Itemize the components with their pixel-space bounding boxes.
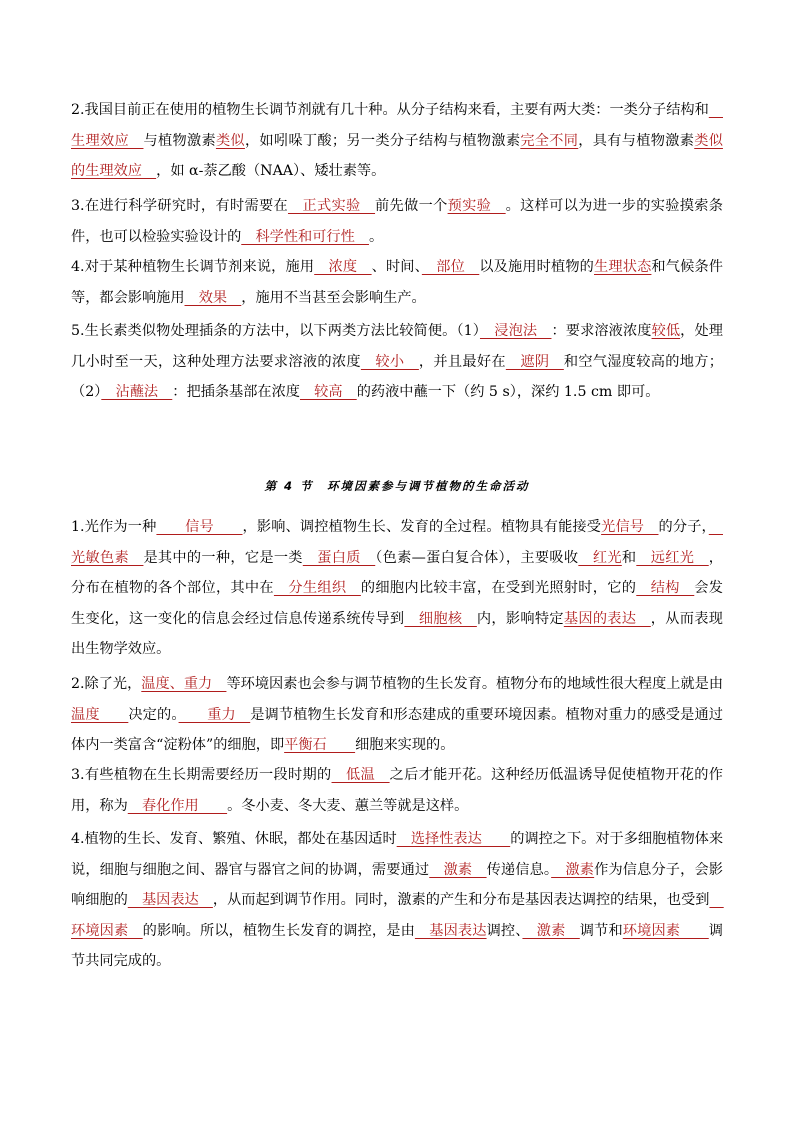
answer-blank: 温度、重力: [141, 676, 227, 692]
answer-blank: 完全不同: [520, 132, 579, 149]
text-run: 与植物激素: [143, 132, 216, 149]
answer-blank: 红光: [578, 549, 622, 566]
answer-blank: 激素: [551, 861, 595, 878]
text-run: ，施用不当甚至会影响生产。: [241, 289, 426, 306]
text-run: 和气候条件等，都会影响施用: [71, 259, 723, 306]
text-run: ，并且最好在: [418, 353, 506, 370]
answer-blank: 生理效应: [71, 102, 723, 149]
text-run: 的影响。所以，植物生长发育的调控，是由: [142, 922, 415, 939]
text-run: 等环境因素也会参与调节植物的生长发育。植物分布的地域性很大程度上就是由: [226, 676, 724, 692]
answer-blank: 结构: [636, 580, 695, 596]
text-run: ，从而表现出生物学效应。: [71, 610, 723, 657]
answer-blank: 浓度: [314, 259, 372, 275]
text-run: 调控、: [486, 922, 523, 939]
text-run: 2.除了光，: [71, 676, 142, 692]
paragraph-application-factors: [71, 252, 723, 313]
text-run: 3.有些植物在生长期需要经历一段时期的: [71, 767, 332, 783]
answer-blank: 较小: [360, 353, 419, 370]
text-run: 2.我国目前正在使用的植物生长调节剂就有几十种。从分子结构来看，主要有两大类：一类分子结构和: [71, 102, 709, 118]
paragraph-preliminary-experiment: [71, 191, 723, 252]
text-run: ：要求溶液浓度: [551, 323, 652, 339]
answer-blank: 类似的生理效应: [71, 132, 723, 179]
text-run: 以及施用时植物的: [479, 259, 595, 275]
text-run: ，具有与植物激素: [578, 132, 695, 149]
answer-blank: 远红光: [636, 549, 709, 566]
answer-blank: 沾蘸法: [101, 384, 173, 400]
answer-blank: 基因表达: [127, 892, 213, 908]
text-run: 4.对于某种植物生长调节剂来说，施用: [71, 259, 315, 275]
text-run: 。冬小麦、冬大麦、蕙兰等就是这样。: [227, 797, 469, 814]
text-run: ，影响、调控植物生长、发育的全过程。植物具有能接受: [242, 519, 602, 535]
section-heading: 第 4 节 环境因素参与调节植物的生命活动: [264, 479, 530, 493]
answer-blank: 重力: [178, 706, 251, 723]
answer-blank: 光敏色素: [71, 519, 723, 566]
text-run: 、时间、: [371, 259, 422, 275]
text-run: 的药液中蘸一下（约 5 s），深约 1.5 cm 即可。: [356, 384, 660, 400]
answer-blank: 温度: [71, 706, 129, 723]
answer-blank: 较低: [651, 323, 681, 339]
text-run: 5.生长素类似物处理插条的方法中，以下两类方法比较简便。（1）: [71, 323, 480, 339]
text-run: 决定的。: [128, 706, 179, 723]
text-run: 作为信息分子，会影响细胞的: [71, 861, 723, 908]
answer-blank: 激素: [429, 861, 487, 878]
text-run: ，处理几小时至一天，这种处理方法要求溶液的浓度: [71, 323, 723, 370]
answer-blank: 预实验: [447, 198, 506, 214]
answer-blank: 春化作用: [127, 797, 228, 814]
answer-blank: 细胞核: [404, 610, 477, 627]
text-run: 是其中的一种，它是一类: [143, 549, 303, 566]
answer-blank: 分生组织: [273, 580, 361, 596]
paragraph-gene-regulation: [71, 824, 723, 977]
text-run: 。: [368, 228, 384, 245]
text-run: ，如 α-萘乙酸（NAA）、矮壮素等。: [156, 163, 386, 179]
text-run: 内，影响特定: [476, 610, 564, 627]
paragraph-temperature-gravity: [71, 669, 723, 761]
answer-blank: 环境因素: [622, 922, 709, 939]
text-run: 调节和: [579, 922, 623, 939]
text-run: 和空气湿度较高的地方；（2）: [71, 353, 723, 400]
answer-blank: 效果: [184, 289, 242, 306]
answer-blank: 低温: [331, 767, 390, 783]
text-run: 的调控之下。对于多细胞植物体来说，细胞与细胞之间、器官与器官之间的协调，需要通过: [71, 831, 724, 878]
paragraph-light-signal: [71, 512, 723, 665]
paragraph-plant-regulators: [71, 95, 723, 187]
answer-blank: 正式实验: [287, 198, 376, 214]
answer-blank: 蛋白质: [302, 549, 376, 566]
text-run: 1.光作为一种: [71, 519, 157, 535]
answer-blank: 激素: [522, 922, 580, 939]
answer-blank: 平衡石: [284, 737, 356, 753]
text-run: 4.植物的生长、发育、繁殖、休眠，都处在基因适时: [71, 831, 397, 847]
text-run: ，分布在植物的各个部位，其中在: [71, 549, 723, 596]
answer-blank: 环境因素: [71, 892, 724, 939]
text-run: 细胞来实现的。: [355, 737, 455, 753]
text-run: 。这样可以为进一步的实验摸索条件，也可以检验实验设计的: [71, 198, 723, 245]
answer-blank: 较高: [299, 384, 357, 400]
text-run: ，从而起到调节作用。同时，激素的产生和分布是基因表达调控的结果，也受到: [212, 892, 710, 908]
text-run: 调节共同完成的。: [71, 922, 723, 969]
paragraph-vernalization: [71, 760, 723, 821]
answer-blank: 遮阴: [505, 353, 564, 370]
text-run: 的细胞内比较丰富，在受到光照射时，它的: [360, 580, 637, 596]
text-run: 会发生变化，这一变化的信息会经过信息传递系统传导到: [71, 580, 723, 627]
text-run: 前先做一个: [375, 198, 448, 214]
answer-blank: 类似: [215, 132, 245, 149]
text-run: 是调节植物生长发育和形态建成的重要环境因素。植物对重力的感受是通过体内一类富含“淀粉体”的细胞，即: [71, 706, 723, 753]
answer-blank: 基因的表达: [563, 610, 651, 627]
answer-blank: 选择性表达: [396, 831, 511, 847]
text-run: 3.在进行科学研究时，有时需要在: [71, 198, 288, 214]
answer-blank: 基因表达: [414, 922, 487, 939]
text-run: ，如吲哚丁酸；另一类分子结构与植物激素: [244, 132, 521, 149]
answer-blank: 浸泡法: [479, 323, 552, 339]
answer-blank: 科学性和可行性: [241, 228, 369, 245]
text-run: 传递信息。: [486, 861, 552, 878]
text-run: 之后才能开花。这种经历低温诱导促使植物开花的作用，称为: [71, 767, 723, 814]
answer-blank: 部位: [421, 259, 480, 275]
text-run: （色素—蛋白复合体），主要吸收: [375, 549, 579, 566]
answer-blank: 生理状态: [594, 259, 652, 275]
paragraph-cutting-treatment: [71, 316, 723, 408]
answer-blank: 光信号: [601, 519, 659, 535]
text-run: 和: [621, 549, 637, 566]
text-run: ：把插条基部在浓度: [172, 384, 300, 400]
text-run: 的分子，: [658, 519, 709, 535]
answer-blank: 信号: [156, 519, 243, 535]
